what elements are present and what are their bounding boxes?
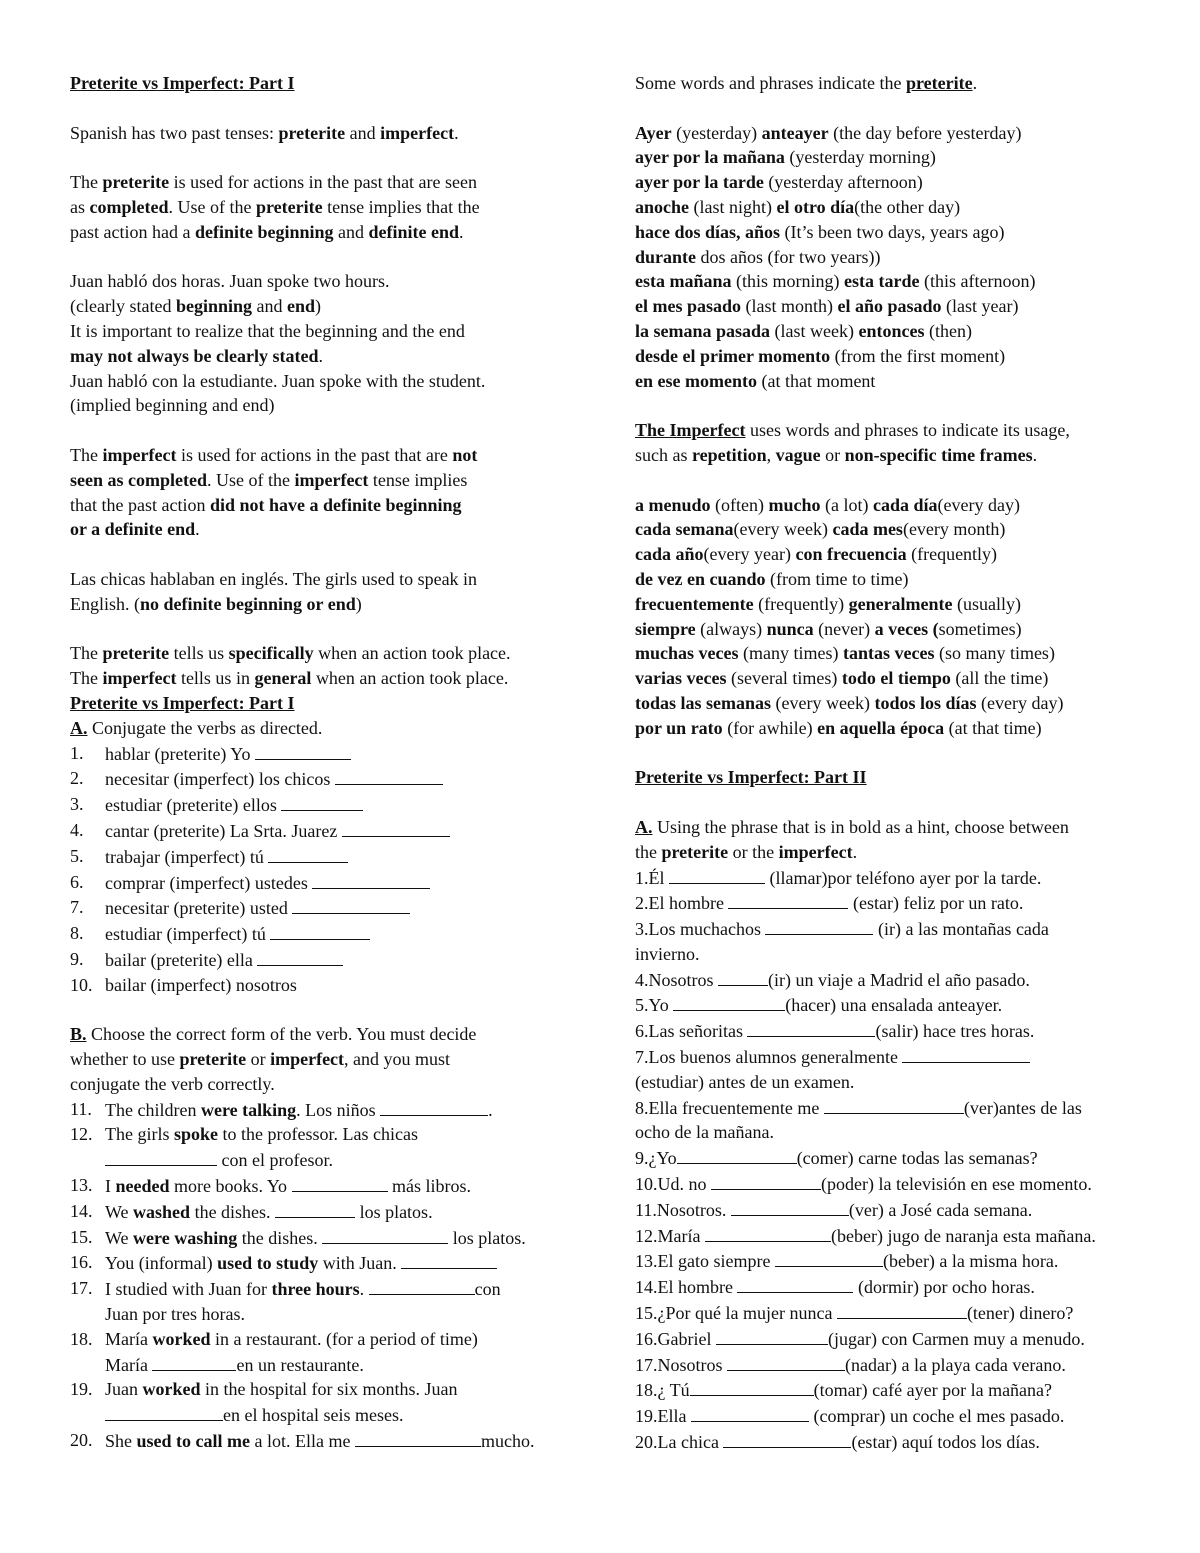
list-item: 4. cantar (preterite) La Srta. Juarez bbox=[70, 818, 615, 844]
list-item: 15. We were washing the dishes. los platos. bbox=[70, 1226, 526, 1248]
list-item: 1. hablar (preterite) Yo bbox=[70, 741, 615, 767]
list-item: 12. The girls spoke to the professor. Las chicas con el profesor. bbox=[70, 1124, 418, 1171]
word-line: hace dos días, años (It’s been two days, years ago) bbox=[635, 221, 1005, 242]
answer-blank[interactable] bbox=[292, 1173, 388, 1192]
answer-blank[interactable] bbox=[716, 1326, 828, 1345]
list-item: 1.Él (llamar)por teléfono ayer por la tarde. bbox=[635, 865, 1180, 891]
answer-blank[interactable] bbox=[401, 1250, 497, 1269]
answer-blank[interactable] bbox=[281, 792, 363, 811]
list-item: 19. Juan worked in the hospital for six months. Juan en el hospital seis meses. bbox=[70, 1379, 458, 1426]
answer-blank[interactable] bbox=[718, 967, 768, 986]
list-item: 11. The children were talking. Los niños . bbox=[70, 1098, 493, 1120]
answer-blank[interactable] bbox=[380, 1097, 488, 1116]
answer-blank[interactable] bbox=[705, 1223, 831, 1242]
word-line: ayer por la mañana (yesterday morning) bbox=[635, 147, 936, 168]
list-item: 9. bailar (preterite) ella bbox=[70, 947, 615, 973]
answer-blank[interactable] bbox=[691, 1403, 809, 1422]
answer-blank[interactable] bbox=[342, 818, 450, 837]
left-column bbox=[70, 71, 615, 1454]
section-b-instructions: B. Choose the correct form of the verb. You must decide whether to use preterite or imperfect, and you must conjugate the verb correctly. bbox=[70, 1024, 477, 1094]
answer-blank[interactable] bbox=[355, 1428, 481, 1447]
section-a-list bbox=[70, 741, 615, 998]
word-line: el mes pasado (last month) el año pasado (last year) bbox=[635, 296, 1019, 317]
list-item: 5.Yo (hacer) una ensalada anteayer. bbox=[635, 992, 1180, 1018]
list-item: 7.Los buenos alumnos generalmente bbox=[635, 1044, 1180, 1070]
list-item: 9.¿Yo (comer) carne todas las semanas? bbox=[635, 1145, 1180, 1171]
imperfect-words-intro: The Imperfect uses words and phrases to indicate its usage, such as repetition, vague or non-specific time frames. bbox=[635, 420, 1070, 465]
list-item: 14.El hombre (dormir) por ocho horas. bbox=[635, 1274, 1180, 1300]
part2-title: Preterite vs Imperfect: Part II bbox=[635, 767, 867, 788]
word-line: durante dos años (for two years)) bbox=[635, 246, 881, 267]
word-line: por un rato (for awhile) en aquella época (at that time) bbox=[635, 717, 1042, 738]
list-item: 5. trabajar (imperfect) tú bbox=[70, 844, 615, 870]
word-line: siempre (always) nunca (never) a veces (sometimes) bbox=[635, 618, 1022, 639]
list-item: 17.Nosotros (nadar) a la playa cada verano. bbox=[635, 1352, 1180, 1378]
word-line: la semana pasada (last week) entonces (then) bbox=[635, 320, 972, 341]
answer-blank[interactable] bbox=[902, 1044, 1030, 1063]
word-line: todas las semanas (every week) todos los días (every day) bbox=[635, 692, 1064, 713]
list-item: 4.Nosotros (ir) un viaje a Madrid el año pasado. bbox=[635, 967, 1180, 993]
answer-blank[interactable] bbox=[824, 1095, 964, 1114]
answer-blank[interactable] bbox=[270, 921, 370, 940]
list-item: 8. estudiar (imperfect) tú bbox=[70, 921, 615, 947]
preterite-words-intro: Some words and phrases indicate the preterite. bbox=[635, 73, 978, 93]
word-line: ayer por la tarde (yesterday afternoon) bbox=[635, 172, 923, 193]
answer-blank[interactable] bbox=[677, 1145, 797, 1164]
answer-blank[interactable] bbox=[673, 992, 785, 1011]
list-item: 18. María worked in a restaurant. (for a period of time) María en un restaurante. bbox=[70, 1328, 478, 1375]
list-item: 15.¿Por qué la mujer nunca (tener) dinero? bbox=[635, 1300, 1180, 1326]
answer-blank[interactable] bbox=[152, 1352, 236, 1371]
word-line: frecuentemente (frequently) generalmente (usually) bbox=[635, 593, 1022, 614]
answer-blank[interactable] bbox=[765, 916, 873, 935]
answer-blank[interactable] bbox=[728, 890, 848, 909]
list-item-continuation: (estudiar) antes de un examen. bbox=[635, 1071, 855, 1092]
list-item: 6.Las señoritas (salir) hace tres horas. bbox=[635, 1018, 1180, 1044]
list-item: 12.María (beber) jugo de naranja esta mañana. bbox=[635, 1223, 1180, 1249]
answer-blank[interactable] bbox=[105, 1147, 217, 1166]
list-item: 20.La chica (estar) aquí todos los días. bbox=[635, 1429, 1180, 1455]
list-item: 7. necesitar (preterite) usted bbox=[70, 895, 615, 921]
list-item: 10. bailar (imperfect) nosotros bbox=[70, 974, 297, 995]
word-line: en ese momento (at that moment bbox=[635, 370, 876, 391]
answer-blank[interactable] bbox=[711, 1171, 821, 1190]
answer-blank[interactable] bbox=[322, 1225, 448, 1244]
list-item: 2. necesitar (imperfect) los chicos bbox=[70, 766, 615, 792]
answer-blank[interactable] bbox=[312, 870, 430, 889]
list-item: 3.Los muchachos (ir) a las montañas cada bbox=[635, 916, 1180, 942]
answer-blank[interactable] bbox=[369, 1276, 475, 1295]
answer-blank[interactable] bbox=[690, 1377, 814, 1396]
list-item: 16.Gabriel (jugar) con Carmen muy a menudo. bbox=[635, 1326, 1180, 1352]
answer-blank[interactable] bbox=[268, 844, 348, 863]
section-b-list bbox=[70, 1097, 615, 1454]
list-item: 14. We washed the dishes. los platos. bbox=[70, 1200, 433, 1222]
list-item: 16. You (informal) used to study with Juan. bbox=[70, 1250, 615, 1276]
imperfect-example: Las chicas hablaban en inglés. The girls used to speak in English. (no definite beginning or end) bbox=[70, 568, 478, 614]
answer-blank[interactable] bbox=[747, 1018, 875, 1037]
word-line: Ayer (yesterday) anteayer (the day before yesterday) bbox=[635, 122, 1022, 143]
list-item-continuation: ocho de la mañana. bbox=[635, 1122, 774, 1143]
list-item: 11.Nosotros. (ver) a José cada semana. bbox=[635, 1197, 1180, 1223]
word-line: cada año(every year) con frecuencia (frequently) bbox=[635, 544, 998, 565]
list-item: 13. I needed more books. Yo más libros. bbox=[70, 1175, 472, 1197]
list-item: 13.El gato siempre (beber) a la misma hora. bbox=[635, 1248, 1180, 1274]
answer-blank[interactable] bbox=[335, 766, 443, 785]
answer-blank[interactable] bbox=[837, 1300, 967, 1319]
list-item: 18.¿ Tú (tomar) café ayer por la mañana? bbox=[635, 1377, 1180, 1403]
answer-blank[interactable] bbox=[275, 1199, 355, 1218]
answer-blank[interactable] bbox=[731, 1197, 849, 1216]
list-item: 6. comprar (imperfect) ustedes bbox=[70, 870, 615, 896]
intro-text: Spanish has two past tenses: preterite and imperfect. bbox=[70, 122, 459, 143]
answer-blank[interactable] bbox=[775, 1248, 883, 1267]
part1-exercise-title: Preterite vs Imperfect: Part I bbox=[70, 692, 295, 713]
answer-blank[interactable] bbox=[727, 1352, 845, 1371]
word-line: esta mañana (this morning) esta tarde (this afternoon) bbox=[635, 271, 1036, 292]
list-item: 19.Ella (comprar) un coche el mes pasado. bbox=[635, 1403, 1180, 1429]
list-item: 17. I studied with Juan for three hours. con Juan por tres horas. bbox=[70, 1278, 501, 1325]
list-item: 3. estudiar (preterite) ellos bbox=[70, 792, 615, 818]
preterite-word-list bbox=[635, 121, 1180, 394]
word-line: anoche (last night) el otro día(the other day) bbox=[635, 196, 961, 217]
word-line: de vez en cuando (from time to time) bbox=[635, 568, 909, 589]
part2-instructions: A. Using the phrase that is in bold as a hint, choose between the preterite or the imperfect. bbox=[635, 816, 1069, 862]
answer-blank[interactable] bbox=[737, 1274, 853, 1293]
answer-blank[interactable] bbox=[669, 865, 765, 884]
answer-blank[interactable] bbox=[257, 947, 343, 966]
list-item: 8.Ella frecuentemente me (ver)antes de las bbox=[635, 1095, 1180, 1121]
section-a-instructions: A. Conjugate the verbs as directed. bbox=[70, 717, 323, 738]
word-line: a menudo (often) mucho (a lot) cada día(every day) bbox=[635, 494, 1020, 515]
summary: The preterite tells us specifically when an action took place. The imperfect tells us in general when an action took place. bbox=[70, 643, 511, 689]
preterite-examples: Juan habló dos horas. Juan spoke two hours. (clearly stated beginning and end) It is important to realize that the beginning and the end may not always be clearly stated. Juan habló con la estudiante. Juan spoke with the student. (implied beginning and end) bbox=[70, 271, 486, 416]
answer-blank[interactable] bbox=[292, 895, 410, 914]
imperfect-explanation: The imperfect is used for actions in the past that are not seen as completed. Use of the imperfect tense implies that the past action did not have a definite beginning or a definite end. bbox=[70, 444, 478, 540]
part1-title: Preterite vs Imperfect: Part I bbox=[70, 73, 295, 93]
word-line: desde el primer momento (from the first moment) bbox=[635, 345, 1006, 366]
right-column bbox=[635, 71, 1180, 1455]
list-item: 10.Ud. no (poder) la televisión en ese momento. bbox=[635, 1171, 1180, 1197]
list-item-continuation: invierno. bbox=[635, 943, 700, 964]
list-item: 20. She used to call me a lot. Ella me mucho. bbox=[70, 1430, 535, 1452]
imperfect-word-list bbox=[635, 493, 1180, 741]
answer-blank[interactable] bbox=[255, 741, 351, 760]
answer-blank[interactable] bbox=[105, 1402, 223, 1421]
preterite-explanation: The preterite is used for actions in the past that are seen as completed. Use of the preterite tense implies that the past action had a definite beginning and definite end. bbox=[70, 172, 480, 242]
word-line: varias veces (several times) todo el tiempo (all the time) bbox=[635, 668, 1049, 689]
part2-list bbox=[635, 865, 1180, 1455]
word-line: muchas veces (many times) tantas veces (so many times) bbox=[635, 643, 1055, 664]
list-item: 2.El hombre (estar) feliz por un rato. bbox=[635, 890, 1180, 916]
word-line: cada semana(every week) cada mes(every month) bbox=[635, 519, 1006, 540]
answer-blank[interactable] bbox=[723, 1429, 851, 1448]
